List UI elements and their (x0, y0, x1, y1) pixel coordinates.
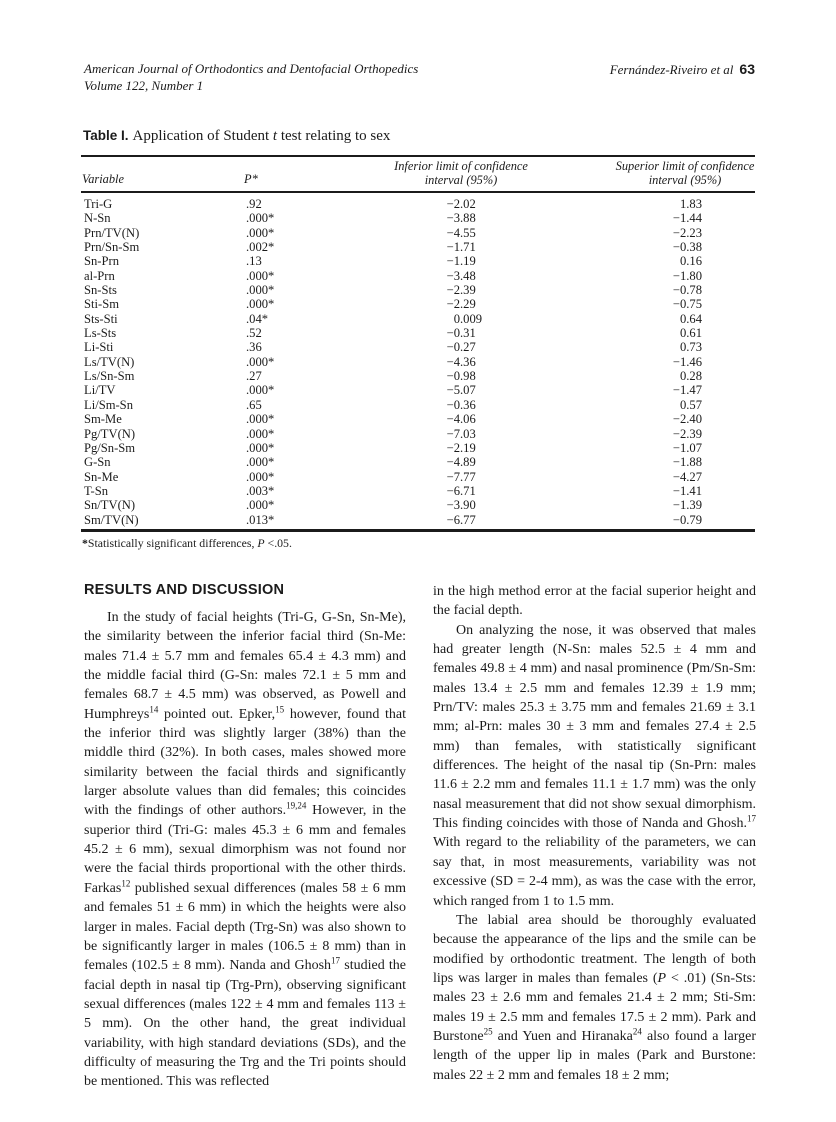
paragraph (433, 911, 756, 1085)
text-segment: studied the facial depth in nasal tip (Trg-Prn), observing significant sexual differences (males 122 ± 4 mm and females 113 ± 5 mm). On the other hand, the great individual variability, with high standard deviations (SDs), and the difficulty of measuring the Trg and the Tri points should be mentioned. This was reflected (84, 958, 406, 1090)
integer-part: −4 (446, 354, 460, 369)
integer-part: −3 (446, 268, 460, 283)
variable-cell: Pg/Sn-Sm (84, 440, 136, 455)
fraction-part: .55 (460, 225, 476, 240)
variable-cell: Tri-G (84, 197, 113, 211)
fraction-part: .89 (460, 455, 476, 470)
table-rule-header (81, 191, 755, 193)
inferior-limit-cell (420, 326, 476, 340)
table-header-row (81, 157, 755, 190)
table-row (81, 369, 755, 383)
p-value-cell: .92 (246, 197, 262, 211)
paragraph (433, 582, 756, 621)
reference-superscript: 12 (121, 878, 131, 889)
superior-limit-cell: −2.39 (672, 426, 702, 441)
variable-cell: al-Prn (84, 268, 115, 283)
table-row (81, 455, 755, 469)
superior-limit-cell: 0.28 (679, 369, 702, 384)
fraction-part: .19 (460, 254, 476, 269)
integer-part: −4 (446, 455, 460, 470)
integer-part: −3 (446, 498, 460, 513)
variable-cell: Sm/TV(N) (84, 512, 139, 527)
integer-part: −2 (446, 197, 460, 211)
fraction-part: .009 (460, 311, 483, 326)
p-value-cell: .000* (246, 455, 275, 470)
variable-cell: Li-Sti (84, 340, 114, 355)
inferior-limit-cell (420, 312, 482, 326)
variable-cell: T-Sn (84, 483, 109, 498)
inferior-limit-cell (420, 211, 476, 225)
table-row (81, 297, 755, 311)
journal-title: American Journal of Orthodontics and Dentofacial Orthopedics (84, 61, 419, 76)
variable-cell: Li/TV (84, 383, 116, 398)
integer-part: 0 (453, 311, 460, 326)
p-value-cell: .36 (246, 340, 262, 355)
table-row (81, 355, 755, 369)
inferior-limit-cell (420, 455, 476, 469)
fraction-part: .06 (460, 412, 476, 427)
inferior-limit-cell (420, 441, 476, 455)
inferior-limit-cell (420, 513, 476, 527)
superior-limit-cell: −2.40 (672, 412, 702, 427)
p-value-cell: .52 (246, 326, 262, 341)
fraction-part: .36 (460, 397, 476, 412)
integer-part: −0 (446, 397, 460, 412)
variable-cell: Ls/TV(N) (84, 354, 135, 369)
text-column-left (84, 582, 406, 1092)
fraction-part: .07 (460, 383, 476, 398)
table-label: Table I. (83, 128, 129, 143)
superior-limit-cell: −1.41 (672, 483, 702, 498)
table-title (83, 128, 390, 145)
superior-limit-cell: 0.64 (679, 311, 702, 326)
fraction-part: .31 (460, 326, 476, 341)
reference-superscript: 25 (483, 1026, 493, 1037)
p-value-cell: .000* (246, 383, 275, 398)
fraction-part: .36 (460, 354, 476, 369)
reference-superscript: 17 (331, 955, 341, 966)
reference-superscript: 17 (747, 813, 756, 824)
p-value-cell: .27 (246, 369, 262, 384)
running-authors: Fernández-Riveiro et al (609, 62, 734, 77)
reference-superscript: 15 (275, 704, 285, 715)
integer-part: −5 (446, 383, 460, 398)
p-value-cell: .000* (246, 469, 275, 484)
variable-cell: Prn/Sn-Sm (84, 240, 140, 255)
table-row (81, 412, 755, 426)
table-body (81, 197, 755, 527)
table-row (81, 383, 755, 397)
superior-limit-cell: 0.73 (679, 340, 702, 355)
p-value-cell: .65 (246, 397, 262, 412)
variable-cell: N-Sn (84, 211, 111, 226)
p-value-cell: .000* (246, 283, 275, 298)
running-header-right (610, 61, 755, 78)
variable-cell: Sts-Sti (84, 311, 118, 326)
superior-limit-cell: −0.78 (672, 283, 702, 298)
inferior-limit-cell (420, 254, 476, 268)
column-header-superior-limit: Superior limit of confidence interval (95%) (615, 159, 755, 187)
text-segment: pointed out. Epker, (158, 706, 276, 722)
p-value-cell: .013* (246, 512, 275, 527)
superior-limit-cell: −1.39 (672, 498, 702, 513)
inferior-limit-cell (420, 197, 476, 211)
inferior-limit-cell (420, 484, 476, 498)
table-row (81, 269, 755, 283)
table-row (81, 513, 755, 527)
text-segment: < .01) (Sn-Sts: males 23 ± 2.6 mm and females 21.4 ± 2 mm; Sti-Sm: males 19 ± 2.5 mm and females 17.5 ± 2 mm). Park and Burstone (433, 970, 756, 1044)
fraction-part: .77 (460, 512, 476, 527)
integer-part: −4 (446, 412, 460, 427)
variable-cell: Sn-Me (84, 469, 119, 484)
text-segment: t (272, 128, 278, 144)
inferior-limit-cell (420, 412, 476, 426)
text-segment: In the study of facial heights (Tri-G, G-Sn, Sn-Me), the similarity between the inferior facial third (Sn-Me: males 71.4 ± 5.7 mm and females 65.4 ± 4.3 mm) and the middle facial third (G-Sn: males 72.1 ± 5 mm and females 68.7 ± 4.5 mm) was observed, as Powell and Humphreys (84, 610, 406, 722)
p-value-cell: .000* (246, 498, 275, 513)
superior-limit-cell: −1.07 (672, 440, 702, 455)
integer-part: −2 (446, 440, 460, 455)
variable-cell: Li/Sm-Sn (84, 397, 133, 412)
reference-superscript: 14 (149, 704, 159, 715)
column-header-p: P* (244, 172, 258, 186)
p-value-cell: .000* (246, 297, 275, 312)
fraction-part: .71 (460, 240, 476, 255)
inferior-limit-cell (420, 470, 476, 484)
text-segment: also found a larger length of the upper lip in males (Park and Burstone: males 22 ± 2 mm and females 18 ± 2 mm; (433, 1028, 756, 1083)
fraction-part: .29 (460, 297, 476, 312)
inferior-limit-cell (420, 398, 476, 412)
superior-limit-cell: −1.44 (672, 211, 702, 226)
fraction-part: .02 (460, 197, 476, 211)
fraction-part: .03 (460, 426, 476, 441)
integer-part: −4 (446, 225, 460, 240)
fraction-part: .48 (460, 268, 476, 283)
integer-part: −1 (446, 254, 460, 269)
table-row (81, 470, 755, 484)
variable-cell: Sti-Sm (84, 297, 119, 312)
superior-limit-cell: −0.79 (672, 512, 702, 527)
table-row (81, 326, 755, 340)
reference-superscript: 24 (632, 1026, 642, 1037)
superior-limit-cell: 0.16 (679, 254, 702, 269)
text-segment: However, in the superior third (Tri-G: males 45.3 ± 6 mm and females 45.2 ± 6 mm), sexual dimorphism was not found nor were the facial thirds proportional with the other thirds. Farkas (84, 803, 406, 896)
paragraph (84, 608, 406, 1092)
table-title-text (133, 128, 391, 144)
running-header-left (84, 61, 418, 94)
text-segment: With regard to the reliability of the parameters, we can say that, in most measurements, variability was not excessive (SD = 2-4 mm), as was the case with the error, which ranged from 1 to 1.5 mm. (433, 835, 756, 909)
superior-limit-cell: −1.80 (672, 268, 702, 283)
integer-part: −3 (446, 211, 460, 226)
fraction-part: .90 (460, 498, 476, 513)
fraction-part: .77 (460, 469, 476, 484)
superior-limit-cell: 1.83 (679, 197, 702, 211)
p-value-cell: .000* (246, 440, 275, 455)
p-value-cell: .000* (246, 268, 275, 283)
integer-part: −7 (446, 426, 460, 441)
inferior-limit-cell (420, 226, 476, 240)
text-segment: P (657, 970, 667, 986)
text-segment: On analyzing the nose, it was observed that males had greater length (N-Sn: males 52.5 ± 4 mm and females 49.8 ± 4 mm) and nasal prominence (Pm/Sn-Sm: males 13.4 ± 2.5 mm and females 12.39 ± 1.9 mm; Prn/TV: males 25.3 ± 3.75 mm and females 21.69 ± 3.1 mm; al-Prn: males 30 ± 3 mm and females 27.4 ± 2.5 mm) than females, with statistically significant differences. The height of the nasal tip (Sn-Prn: males 11.6 ± 2.2 mm and females 11.1 ± 1.7 mm) was the only nasal measurement that did not show sexual dimorphism. This finding coincides with those of Nanda and Ghosh. (433, 622, 756, 832)
variable-cell: Sn-Prn (84, 254, 119, 269)
integer-part: −2 (446, 297, 460, 312)
superior-limit-cell: −0.75 (672, 297, 702, 312)
fraction-part: .39 (460, 283, 476, 298)
inferior-limit-cell (420, 269, 476, 283)
p-value-cell: .003* (246, 483, 275, 498)
superior-limit-cell: −1.88 (672, 455, 702, 470)
inferior-limit-cell (420, 355, 476, 369)
fraction-part: .98 (460, 369, 476, 384)
integer-part: −0 (446, 326, 460, 341)
table-row (81, 484, 755, 498)
superior-limit-cell: −4.27 (672, 469, 702, 484)
table-row (81, 226, 755, 240)
p-value-cell: .04* (246, 311, 269, 326)
text-segment: Statistically significant differences, (87, 536, 258, 550)
table-row (81, 398, 755, 412)
table-row (81, 441, 755, 455)
p-value-cell: .002* (246, 240, 275, 255)
table-row (81, 340, 755, 354)
integer-part: −2 (446, 283, 460, 298)
column-header-variable: Variable (82, 172, 124, 186)
table-row (81, 240, 755, 254)
page-number: 63 (739, 61, 755, 77)
variable-cell: Sn/TV(N) (84, 498, 136, 513)
variable-cell: Ls/Sn-Sm (84, 369, 135, 384)
text-column-right (433, 582, 756, 1085)
p-value-cell: .000* (246, 225, 275, 240)
inferior-limit-cell (420, 297, 476, 311)
variable-cell: G-Sn (84, 455, 111, 470)
integer-part: −6 (446, 512, 460, 527)
table-row (81, 498, 755, 512)
integer-part: −0 (446, 340, 460, 355)
variable-cell: Sm-Me (84, 412, 122, 427)
inferior-limit-cell (420, 340, 476, 354)
table-row (81, 427, 755, 441)
text-segment: P (257, 536, 265, 550)
text-segment: in the high method error at the facial superior height and the facial depth. (433, 584, 756, 619)
variable-cell: Sn-Sts (84, 283, 117, 298)
fraction-part: .27 (460, 340, 476, 355)
table-footnote (82, 536, 292, 551)
p-value-cell: .000* (246, 426, 275, 441)
text-segment: <.05. (264, 536, 292, 550)
inferior-limit-cell (420, 383, 476, 397)
p-value-cell: .000* (246, 412, 275, 427)
integer-part: −0 (446, 369, 460, 384)
variable-cell: Pg/TV(N) (84, 426, 136, 441)
text-segment: published sexual differences (males 58 ± 6 mm and females 51 ± 6 mm) in which the heights were also larger in males. Facial depth (Trg-Sn) was also shown to be significantly larger in males (106.5 ± 8 mm) than in females (102.5 ± 8 mm). Nanda and Ghosh (84, 880, 406, 974)
variable-cell: Ls-Sts (84, 326, 117, 341)
table-row (81, 254, 755, 268)
fraction-part: .88 (460, 211, 476, 226)
integer-part: −6 (446, 483, 460, 498)
superior-limit-cell: −0.38 (672, 240, 702, 255)
p-value-cell: .000* (246, 354, 275, 369)
table-row (81, 211, 755, 225)
superior-limit-cell: −1.47 (672, 383, 702, 398)
p-value-cell: .13 (246, 254, 262, 269)
fraction-part: .71 (460, 483, 476, 498)
text-segment: and Yuen and Hiranaka (492, 1028, 633, 1044)
text-segment: The labial area should be thoroughly evaluated because the appearance of the lips and the smile can be modified by orthodontic treatment. The length of both lips was larger in males than females ( (433, 912, 756, 986)
reference-superscript: 19,24 (286, 800, 307, 811)
text-segment: Application of Student (132, 128, 273, 144)
integer-part: −1 (446, 240, 460, 255)
journal-volume: Volume 122, Number 1 (84, 77, 204, 93)
text-segment: however, found that the inferior third was slightly larger (38%) than the middle third (32%). In both cases, males showed more similarity between the facial thirds and significantly larger absolute values than did females; this coincides with the findings of other authors. (84, 706, 406, 819)
column-header-inferior-limit: Inferior limit of confidence interval (95%) (394, 159, 528, 187)
inferior-limit-cell (420, 283, 476, 297)
p-value-cell: .000* (246, 211, 275, 226)
superior-limit-cell: −1.46 (672, 354, 702, 369)
inferior-limit-cell (420, 369, 476, 383)
section-heading: RESULTS AND DISCUSSION (84, 582, 285, 598)
inferior-limit-cell (420, 240, 476, 254)
integer-part: −7 (446, 469, 460, 484)
text-segment: * (82, 536, 88, 550)
table-row (81, 283, 755, 297)
inferior-limit-cell (420, 498, 476, 512)
table-rule-bottom (81, 529, 755, 532)
fraction-part: .19 (460, 440, 476, 455)
variable-cell: Prn/TV(N) (84, 225, 140, 240)
text-segment: test relating to sex (277, 128, 391, 144)
table-row (81, 312, 755, 326)
inferior-limit-cell (420, 427, 476, 441)
paragraph (433, 621, 756, 911)
table-row (81, 197, 755, 211)
superior-limit-cell: −2.23 (672, 225, 702, 240)
superior-limit-cell: 0.61 (679, 326, 702, 341)
superior-limit-cell: 0.57 (679, 397, 702, 412)
